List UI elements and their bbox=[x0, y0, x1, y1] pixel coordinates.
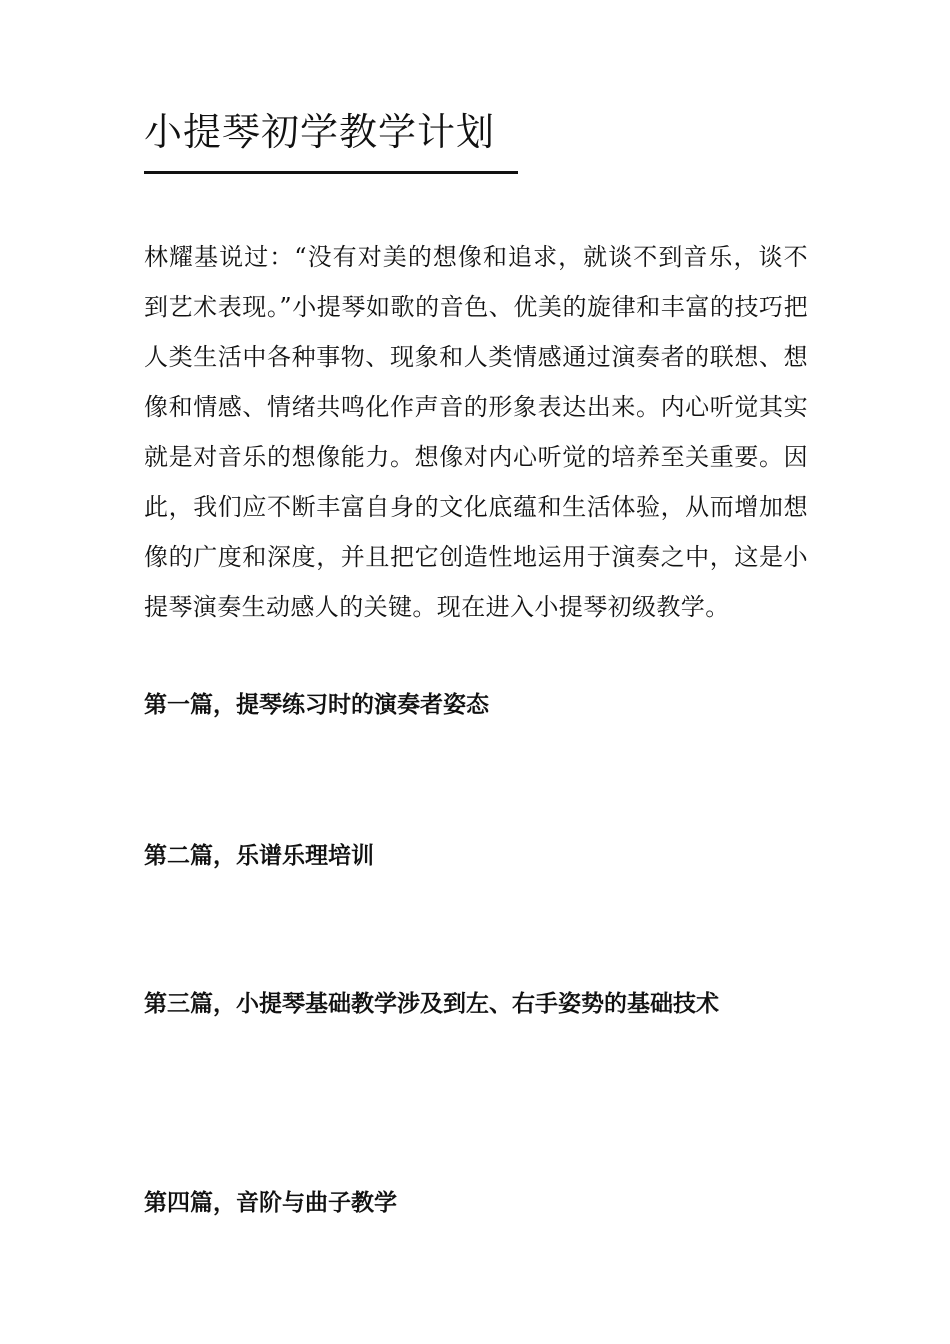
page-title: 小提琴初学教学计划 bbox=[144, 110, 496, 154]
section-heading-1: 第一篇，提琴练习时的演奏者姿态 bbox=[144, 692, 489, 718]
section-heading-2: 第二篇，乐谱乐理培训 bbox=[144, 843, 374, 869]
title-underline bbox=[144, 171, 518, 174]
section-heading-4: 第四篇，音阶与曲子教学 bbox=[144, 1190, 397, 1216]
intro-paragraph: 林耀基说过：“没有对美的想像和追求，就谈不到音乐，谈不到艺术表现。”小提琴如歌的音色、优美的旋律和丰富的技巧把人类生活中各种事物、现象和人类情感通过演奏者的联想、想像和情感、情绪共鸣化作声音的形象表达出来。内心听觉其实就是对音乐的想像能力。想像对内心听觉的培养至关重要。因此，我们应不断丰富自身的文化底蕴和生活体验，从而增加想像的广度和深度，并且把它创造性地运用于演奏之中，这是小提琴演奏生动感人的关键。现在进入小提琴初级教学。 bbox=[144, 243, 808, 621]
section-heading-3: 第三篇，小提琴基础教学涉及到左、右手姿势的基础技术 bbox=[144, 991, 719, 1017]
